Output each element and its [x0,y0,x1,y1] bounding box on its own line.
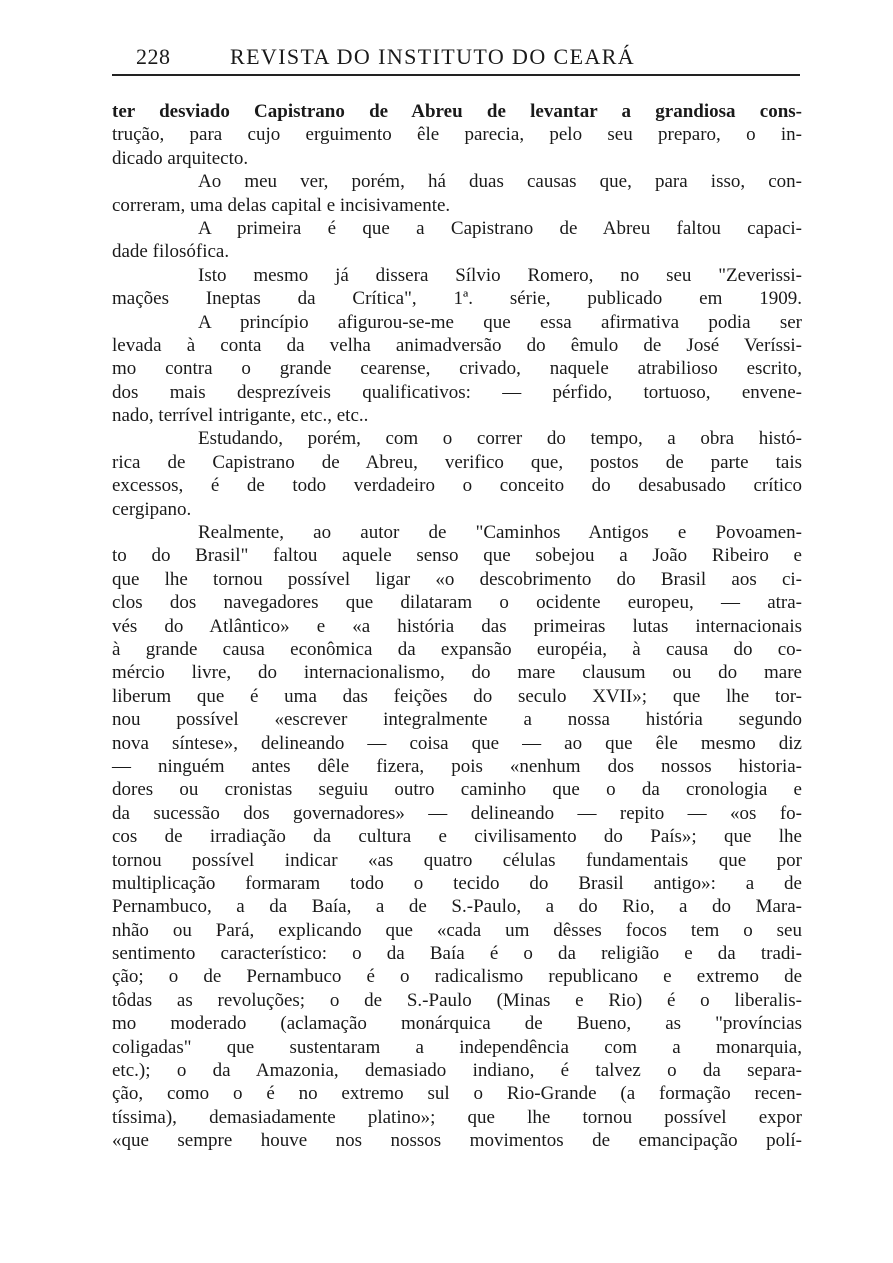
text-line: A princípio afigurou-se-me que essa afirmativa podia ser [198,311,802,333]
text-line: tôdas as revoluções; o de S.-Paulo (Minas e Rio) é o liberalis- [112,989,802,1011]
text-line: Ao meu ver, porém, há duas causas que, para isso, con- [198,171,802,193]
text-line: — ninguém antes dêle fizera, pois «nenhum dos nossos historia- [112,755,802,777]
text-line: multiplicação formaram todo o tecido do Brasil antigo»: a de [112,872,802,894]
text-line: nou possível «escrever integralmente a nossa história segundo [112,709,802,731]
text-line: dade filosófica. [112,241,230,263]
text-line: «que sempre houve nos nossos movimentos de emancipação polí- [112,1130,802,1152]
text-line: tornou possível indicar «as quatro células fundamentais que por [112,849,802,871]
text-line: ter desviado Capistrano de Abreu de levantar a grandiosa cons- [112,101,802,122]
text-line: nhão ou Pará, explicando que «cada um dêsses focos tem o seu [112,919,802,941]
text-line: mações Ineptas da Crítica", 1ª. série, publicado em 1909. [112,288,802,310]
text-line: coligadas" que sustentaram a independência com a monarquia, [112,1036,802,1058]
text-line: clos dos navegadores que dilataram o ocidente europeu, — atra- [112,592,802,614]
text-line: tíssima), demasiadamente platino»; que lhe tornou possível expor [112,1106,802,1128]
text-line: à grande causa econômica da expansão européia, à causa do co- [112,638,802,660]
body-text [112,100,802,1153]
text-line: liberum que é uma das feições do seculo XVII»; que lhe tor- [112,685,802,707]
text-line: que lhe tornou possível ligar «o descobrimento do Brasil aos ci- [112,568,802,590]
text-line: ção; o de Pernambuco é o radicalismo republicano e extremo de [112,966,802,988]
text-line: Estudando, porém, com o correr do tempo, a obra histó- [198,428,802,450]
text-line: correram, uma delas capital e incisivamente. [112,194,451,216]
text-line: rica de Capistrano de Abreu, verifico que, postos de parte tais [112,451,802,473]
text-line: da sucessão dos governadores» — delineando — repito — «os fo- [112,802,802,824]
header-rule [112,74,800,76]
text-line: vés do Atlântico» e «a história das primeiras lutas internacionais [112,615,802,637]
running-title: REVISTA DO INSTITUTO DO CEARÁ [230,44,636,69]
text-line: to do Brasil" faltou aquele senso que sobejou a João Ribeiro e [112,545,802,567]
text-line: Isto mesmo já dissera Sílvio Romero, no seu "Zeverissi- [198,264,802,286]
text-line: mo contra o grande cearense, crivado, naquele atrabilioso escrito, [112,358,802,380]
text-line: trução, para cujo erguimento êle parecia, pelo seu preparo, o in- [112,124,802,146]
page-number: 228 [136,44,171,69]
text-line: etc.); o da Amazonia, demasiado indiano, é talvez o da separa- [112,1060,802,1082]
text-line: excessos, é de todo verdadeiro o conceito do desabusado crítico [112,475,802,497]
text-line: ção, como o é no extremo sul o Rio-Grande (a formação recen- [112,1083,802,1105]
text-line: cergipano. [112,498,192,520]
text-line: dos mais desprezíveis qualificativos: — pérfido, tortuoso, envene- [112,381,802,403]
text-line: levada à conta da velha animadversão do êmulo de José Veríssi- [112,334,802,356]
text-line: Realmente, ao autor de "Caminhos Antigos e Povoamen- [198,522,802,544]
text-line: nado, terrível intrigante, etc., etc.. [112,405,369,427]
text-line: A primeira é que a Capistrano de Abreu faltou capaci- [198,217,802,239]
page-header [112,44,800,74]
text-line: Pernambuco, a da Baía, a de S.-Paulo, a do Rio, a do Mara- [112,896,802,918]
text-line: cos de irradiação da cultura e civilisamento do País»; que lhe [112,826,802,848]
text-line: dores ou cronistas seguiu outro caminho que o da cronologia e [112,779,802,801]
text-line: nova síntese», delineando — coisa que — ao que êle mesmo diz [112,732,802,754]
text-line: mércio livre, do internacionalismo, do mare clausum ou do mare [112,662,802,684]
text-line: dicado arquitecto. [112,147,249,169]
text-line: sentimento característico: o da Baía é o da religião e da tradi- [112,943,802,965]
text-line: mo moderado (aclamação monárquica de Bueno, as "províncias [112,1013,802,1035]
